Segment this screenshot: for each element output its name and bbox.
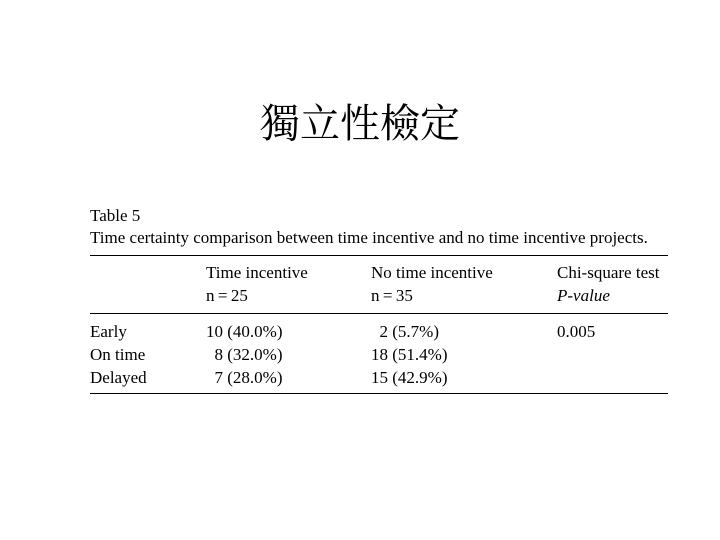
- cell-early-no-time-incentive: 2 (5.7%): [371, 322, 439, 341]
- table-row: [90, 320, 668, 343]
- cell-on-time-no-time-incentive: 18 (51.4%): [371, 345, 448, 364]
- table-header-row-2: [90, 284, 668, 307]
- row-label-on-time: On time: [90, 345, 146, 364]
- table-caption: Time certainty comparison between time incentive and no time incentive projects.: [90, 228, 648, 247]
- slide-title: 獨立性檢定: [260, 101, 460, 147]
- table-bottom-rule: [90, 393, 668, 394]
- col-header-n-no-time-incentive: n = 35: [371, 286, 413, 305]
- cell-early-time-incentive: 10 (40.0%): [206, 322, 283, 341]
- row-label-delayed: Delayed: [90, 368, 147, 387]
- col-header-time-incentive: Time incentive: [206, 263, 308, 282]
- table-header-row-1: [90, 261, 668, 284]
- table-row: [90, 366, 668, 389]
- row-label-early: Early: [90, 322, 127, 341]
- col-header-p-value: P-value: [557, 286, 610, 305]
- cell-delayed-no-time-incentive: 15 (42.9%): [371, 368, 448, 387]
- cell-delayed-time-incentive: 7 (28.0%): [206, 368, 283, 387]
- col-header-n-time-incentive: n = 25: [206, 286, 248, 305]
- results-table: [90, 205, 668, 394]
- cell-on-time-time-incentive: 8 (32.0%): [206, 345, 283, 364]
- col-header-no-time-incentive: No time incentive: [371, 263, 493, 282]
- table-row: [90, 343, 668, 366]
- cell-early-p-value: 0.005: [557, 322, 596, 341]
- table-label: Table 5: [90, 206, 141, 225]
- col-header-chi-square: Chi-square test: [557, 263, 660, 282]
